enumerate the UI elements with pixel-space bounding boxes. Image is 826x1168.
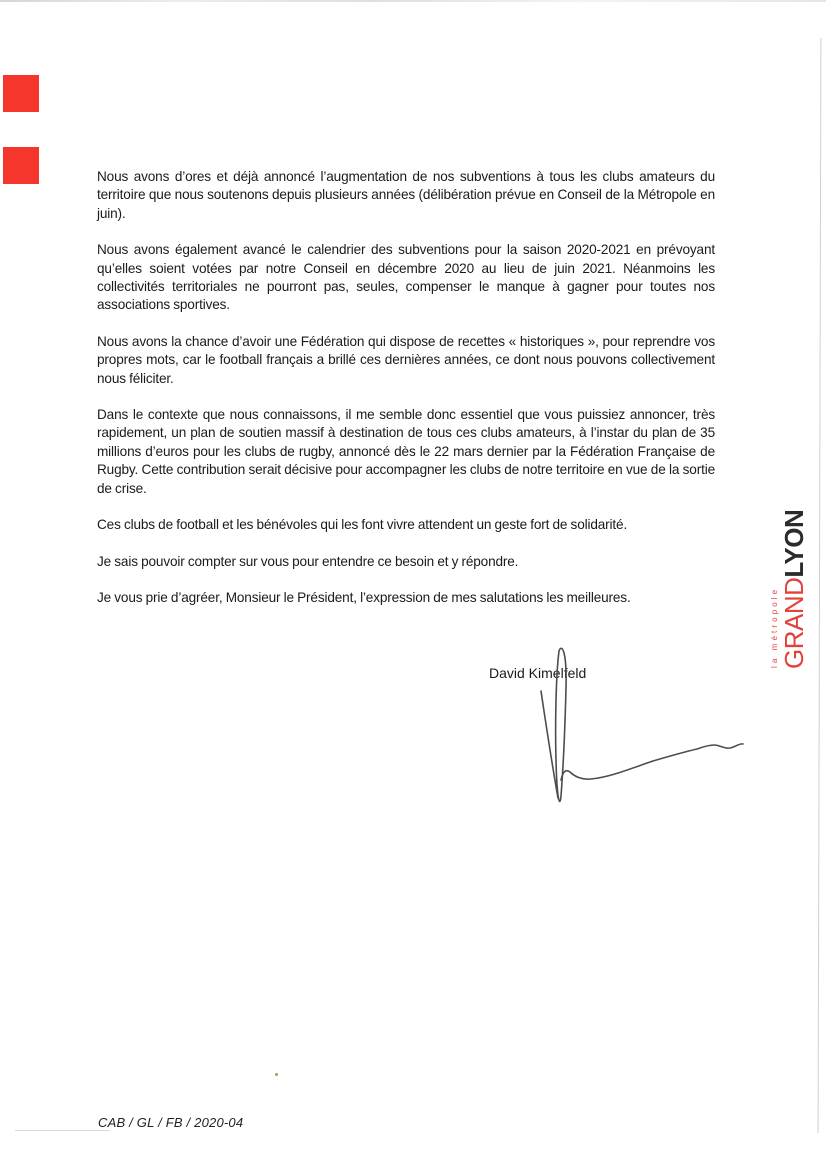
letter-paragraph-2: Nous avons également avancé le calendrier des subventions pour la saison 2020-2021 en prévoyant qu’elles soient votées par notre Conseil en décembre 2020 au lieu de juin 2021. Néanmoins les collectivités territoriales ne pourront pas, seules, compenser le manque à gagner pour toutes nos associations sportives. xyxy=(97,242,715,313)
logo-wordmark-grand: GRAND xyxy=(779,577,809,669)
letter-paragraph-4: Dans le contexte que nous connaissons, il me semble donc essentiel que vous puissiez annoncer, très rapidement, un plan de soutien massif à destination de tous ces clubs amateurs, à l’instar du plan de 35 millions d’euros pour les clubs de rugby, annoncé dès le 22 mars dernier par la Fédération Française de Rugby. Cette contribution serait décisive pour accompagner les clubs de notre territoire en vue de la sortie de crise. xyxy=(97,407,715,496)
handwritten-signature xyxy=(520,630,780,820)
red-square-mark-top xyxy=(3,75,39,112)
letter-body xyxy=(97,168,715,607)
logo-wordmark xyxy=(781,497,807,669)
signatory-name: David Kimelfeld xyxy=(489,665,587,681)
letter-paragraph-3: Nous avons la chance d’avoir une Fédération qui dispose de recettes « historiques », pour reprendre vos propres mots, car le football français a brillé ces dernières années, ce dont nous pouvons collectivement nous féliciter. xyxy=(97,333,715,386)
grand-lyon-logo-rotated xyxy=(770,497,816,669)
scan-noise-speck xyxy=(275,1073,278,1076)
scan-top-edge-artifact xyxy=(0,0,826,2)
logo-tagline: la métropole xyxy=(770,586,779,668)
letter-paragraph-1: Nous avons d’ores et déjà annoncé l’augmentation de nos subventions à tous les clubs amateurs du territoire que nous soutenons depuis plusieurs années (délibération prévue en Conseil de la Métropole en juin). xyxy=(97,169,715,221)
letter-paragraph-7: Je vous prie d’agréer, Monsieur le Président, l’expression de mes salutations les meilleures. xyxy=(97,589,631,605)
letter-paragraph-6: Je sais pouvoir compter sur vous pour entendre ce besoin et y répondre. xyxy=(97,553,519,569)
scan-bottom-artifact xyxy=(15,1130,110,1131)
signature-stroke-tail xyxy=(561,744,743,780)
letter-paragraph-5: Ces clubs de football et les bénévoles qui les font vivre attendent un geste fort de solidarité. xyxy=(97,517,628,533)
scan-right-edge-artifact xyxy=(818,38,822,1133)
logo-wordmark-lyon: LYON xyxy=(779,509,809,578)
grand-lyon-logo xyxy=(770,497,816,669)
red-square-mark-bottom xyxy=(3,147,39,184)
footer-reference: CAB / GL / FB / 2020-04 xyxy=(98,1115,244,1130)
